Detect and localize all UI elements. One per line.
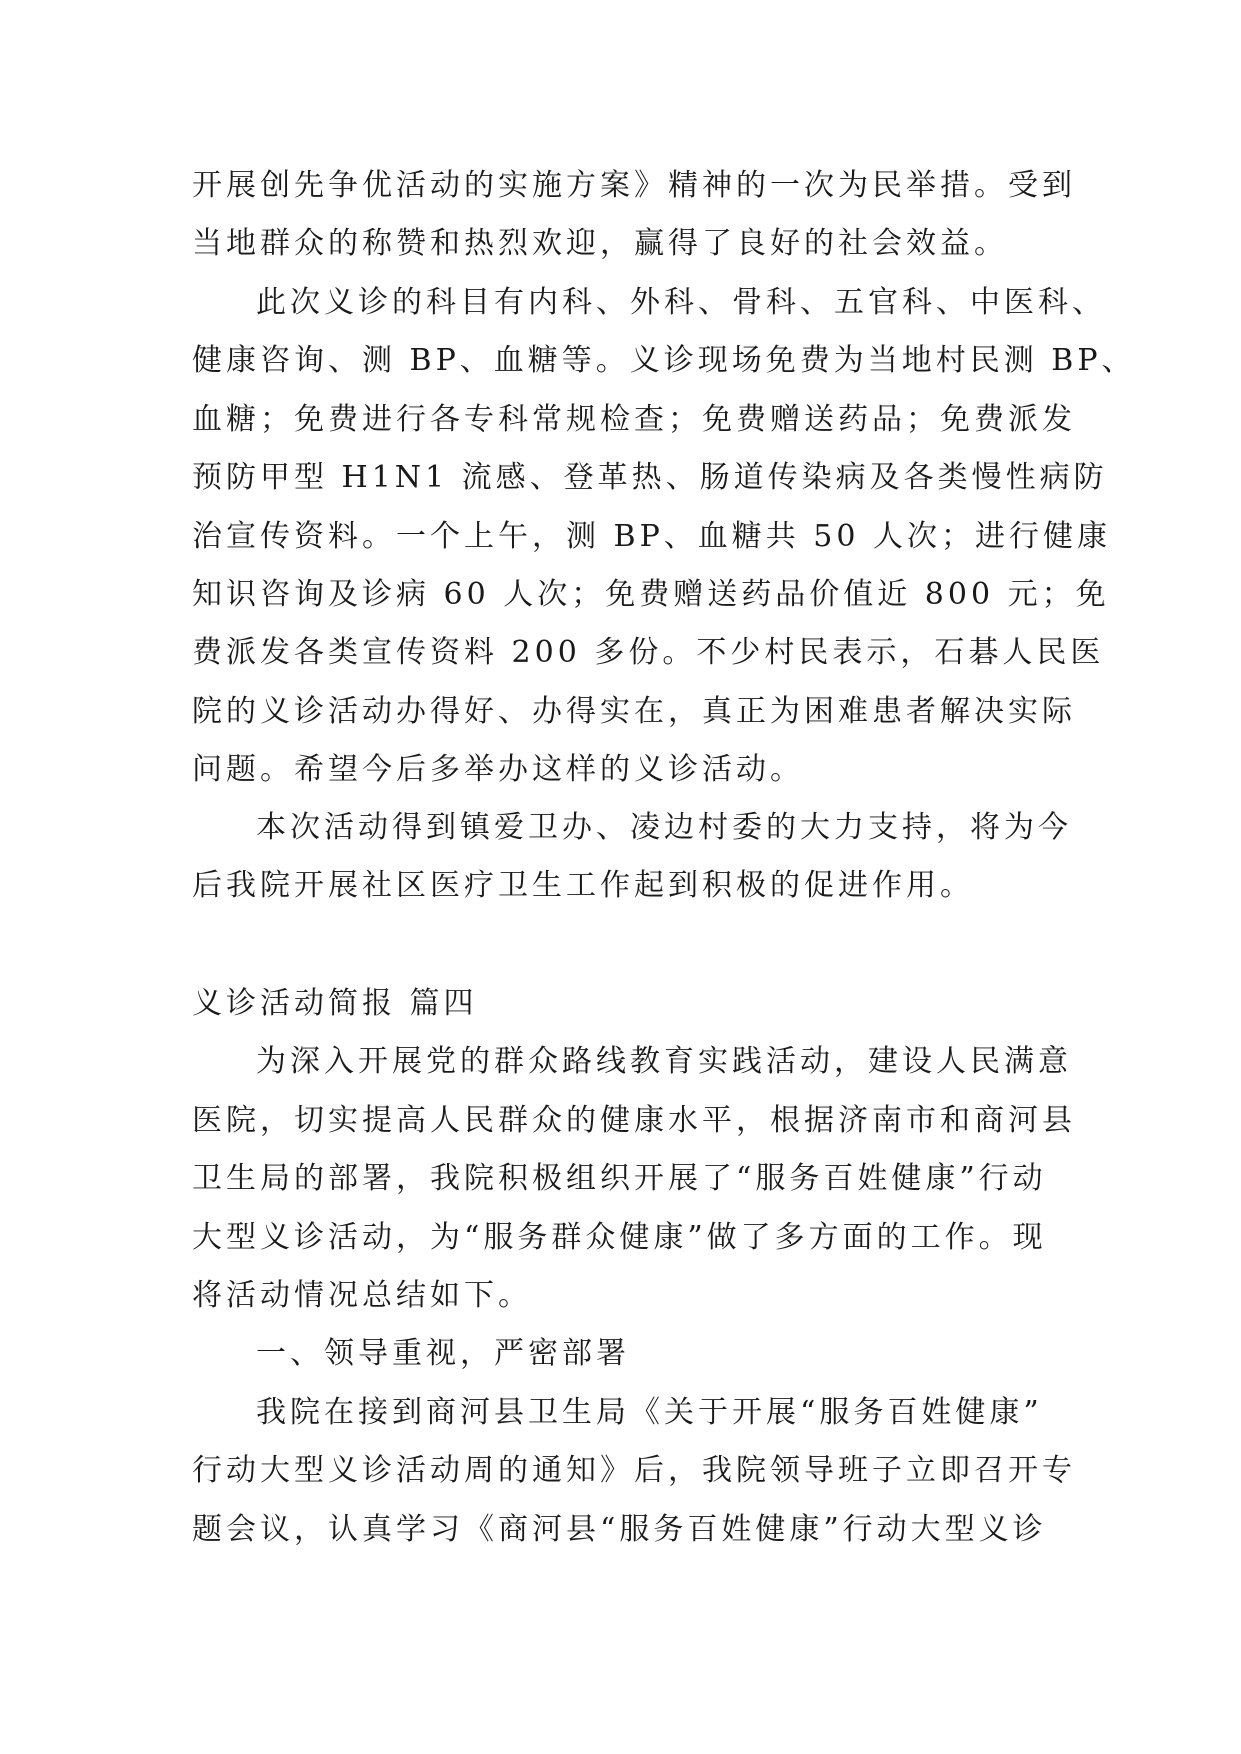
body-text-line: 大型义诊活动，为“服务群众健康”做了多方面的工作。现 [192,1220,1047,1255]
body-text-line: 问题。希望今后多举办这样的义诊活动。 [192,752,804,787]
body-text-line: 预防甲型 H1N1 流感、登革热、肠道传染病及各类慢性病防 [192,460,1108,495]
paragraph-first-line: 此次义诊的科目有内科、外科、骨科、五官科、中医科、 [256,285,1106,320]
paragraph-first-line: 本次活动得到镇爱卫办、凌边村委的大力支持，将为今 [256,810,1072,845]
body-text-line: 治宣传资料。一个上午，测 BP、血糖共 50 人次；进行健康 [192,519,1112,554]
section-heading: 义诊活动简报 篇四 [192,986,478,1021]
body-text-line: 行动大型义诊活动周的通知》后，我院领导班子立即召开专 [192,1453,1076,1488]
body-text-line: 开展创先争优活动的实施方案》精神的一次为民举措。受到 [192,168,1076,203]
body-text-line: 题会议，认真学习《商河县“服务百姓健康”行动大型义诊 [192,1512,1047,1547]
subsection-heading: 一、领导重视，严密部署 [256,1336,630,1371]
paragraph-first-line: 我院在接到商河县卫生局《关于开展“服务百姓健康” [256,1395,1043,1430]
body-text-line: 医院，切实提高人民群众的健康水平，根据济南市和商河县 [192,1103,1076,1138]
body-text-line: 健康咨询、测 BP、血糖等。义诊现场免费为当地村民测 BP、 [192,343,1136,378]
body-text-line: 将活动情况总结如下。 [192,1278,532,1313]
body-text-line: 知识咨询及诊病 60 人次；免费赠送药品价值近 800 元；免 [192,577,1110,612]
body-text-line: 血糖；免费进行各专科常规检查；免费赠送药品；免费派发 [192,402,1076,437]
body-text-line: 院的义诊活动办得好、办得实在，真正为困难患者解决实际 [192,694,1076,729]
body-text-line: 后我院开展社区医疗卫生工作起到积极的促进作用。 [192,868,974,903]
body-text-line: 费派发各类宣传资料 200 多份。不少村民表示，石碁人民医 [192,635,1105,670]
body-text-line: 当地群众的称赞和热烈欢迎，赢得了良好的社会效益。 [192,226,1008,261]
body-text-line: 卫生局的部署，我院积极组织开展了“服务百姓健康”行动 [192,1161,1047,1196]
paragraph-first-line: 为深入开展党的群众路线教育实践活动，建设人民满意 [256,1044,1072,1079]
